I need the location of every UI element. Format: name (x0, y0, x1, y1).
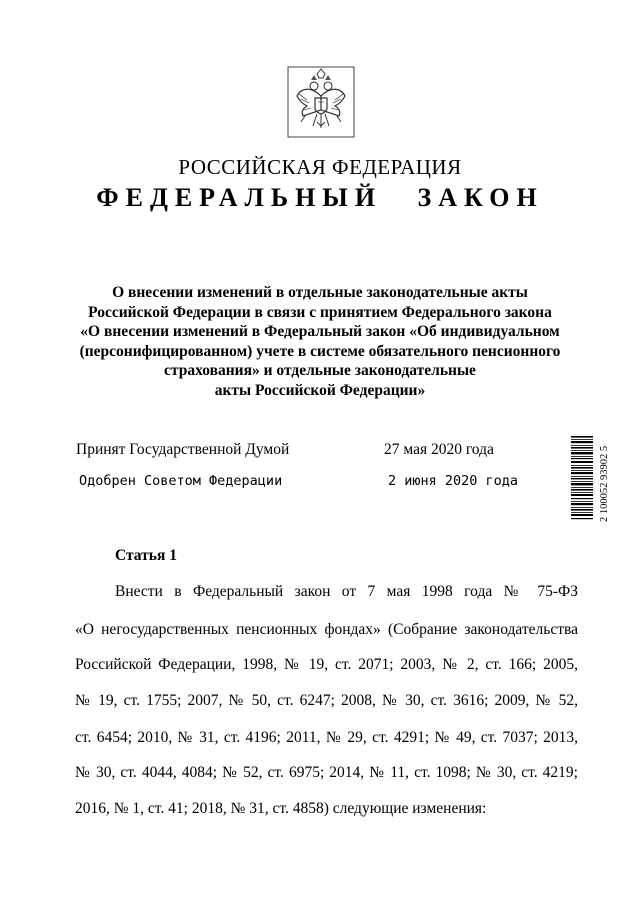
article-line: № 19, ст. 1755; 2007, № 50, ст. 6247; 2008, № 30, ст. 3616; 2009, № 52, (75, 692, 578, 709)
council-approval-date: 2 июня 2020 года (388, 473, 519, 489)
article-line: Внести в Федеральный закон от 7 мая 1998 года № 75-ФЗ (115, 583, 578, 600)
coat-of-arms-icon (287, 66, 355, 138)
article-line: 2016, № 1, ст. 41; 2018, № 31, ст. 4858) следующие изменения: (75, 800, 487, 817)
article-line: «О негосударственных пенсионных фондах» (Собрание законодательства (75, 621, 578, 638)
article-line: № 30, ст. 4044, 4084; № 52, ст. 6975; 2014, № 11, ст. 1098; № 30, ст. 4219; (75, 764, 578, 781)
title-line: (персонифицированном) учете в системе обязательного пенсионного (79, 342, 561, 360)
council-approval-label: Одобрен Советом Федерации (79, 473, 283, 489)
barcode-icon (563, 436, 613, 522)
law-title (60, 283, 580, 400)
title-line: акты Российской Федерации» (214, 381, 426, 399)
duma-adoption-date: 27 мая 2020 года (384, 441, 494, 458)
duma-adoption-label: Принят Государственной Думой (76, 441, 290, 458)
title-line: Российской Федерации в связи с принятием Федерального закона (88, 303, 552, 321)
article-heading: Статья 1 (115, 547, 177, 564)
title-line: О внесении изменений в отдельные законодательные акты (112, 284, 528, 301)
article-line: ст. 6454; 2010, № 31, ст. 4196; 2011, № 29, ст. 4291; № 49, ст. 7037; 2013, (75, 729, 578, 746)
document-type-heading: ФЕДЕРАЛЬНЫЙ ЗАКОН (96, 183, 544, 212)
title-line: «О внесении изменений в Федеральный закон «Об индивидуальном (80, 323, 560, 340)
article-line: Российской Федерации, 1998, № 19, ст. 2071; 2003, № 2, ст. 166; 2005, (75, 656, 578, 673)
title-line: страхования» и отдельные законодательные (164, 362, 476, 379)
country-heading: РОССИЙСКАЯ ФЕДЕРАЦИЯ (178, 155, 462, 179)
barcode-number: 2 100052 93902 5 (599, 445, 610, 522)
